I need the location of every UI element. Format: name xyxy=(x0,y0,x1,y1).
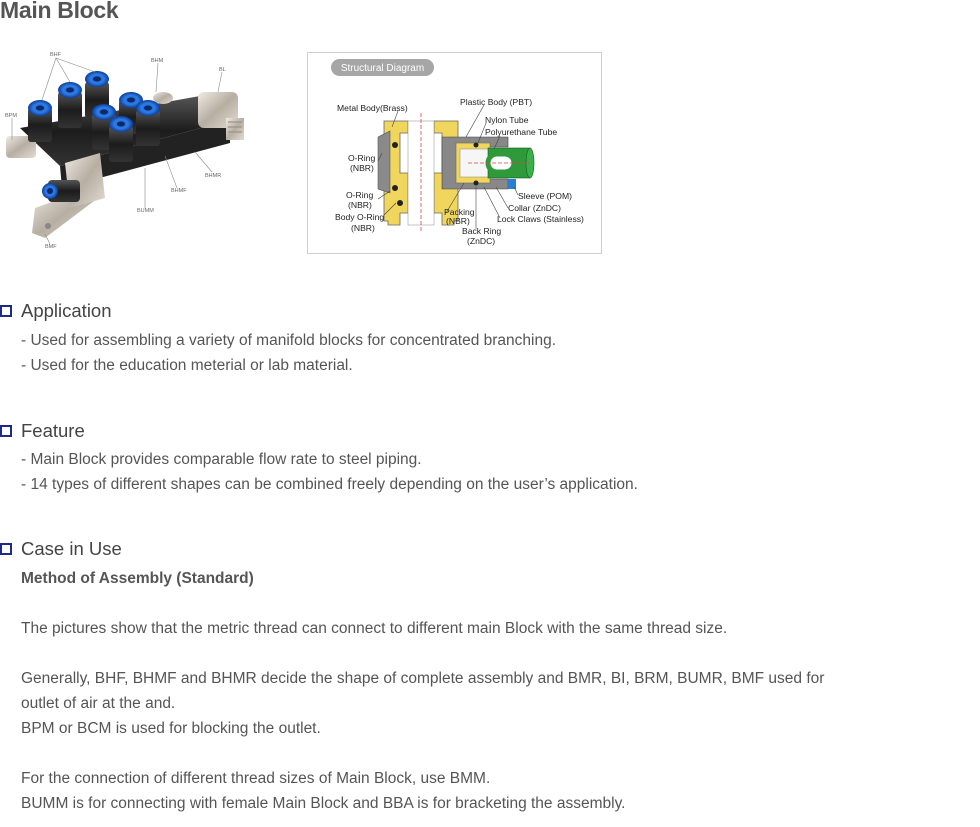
photo-label-bl: BL xyxy=(219,67,226,73)
case-title: Case in Use xyxy=(21,538,122,559)
case-line: For the connection of different thread sizes of Main Block, use BMM. xyxy=(21,770,491,787)
structural-diagram xyxy=(307,52,602,254)
case-line: BUMM is for connecting with female Main Block and BBA is for bracketing the assembly. xyxy=(21,795,626,812)
square-bullet-icon xyxy=(0,543,12,555)
diagram-body-oring-a: Body O-Ring xyxy=(335,212,385,222)
feature-heading xyxy=(0,420,85,442)
feature-line: - 14 types of different shapes can be combined freely depending on the user’s application. xyxy=(21,476,638,493)
diagram-oring1-b: (NBR) xyxy=(350,163,374,173)
product-photo xyxy=(0,48,255,253)
diagram-oring2-a: O-Ring xyxy=(346,190,374,200)
page-title: Main Block xyxy=(0,0,119,23)
diagram-packing-b: (NBR) xyxy=(446,216,470,226)
diagram-back-ring-a: Back Ring xyxy=(462,226,502,236)
case-subtitle: Method of Assembly (Standard) xyxy=(21,570,254,587)
application-line: - Used for the education meterial or lab material. xyxy=(21,357,353,374)
diagram-nylon-tube: Nylon Tube xyxy=(485,115,529,125)
photo-label-bmf: BMF xyxy=(45,244,57,250)
case-line: Generally, BHF, BHMF and BHMR decide the shape of complete assembly and BMR, BI, BRM, BUMR, BMF used for xyxy=(21,670,825,687)
photo-label-bhmr: BHMR xyxy=(205,173,222,179)
diagram-lock-claws: Lock Claws (Stainless) xyxy=(497,214,584,224)
diagram-oring1-a: O-Ring xyxy=(348,153,376,163)
square-bullet-icon xyxy=(0,425,12,437)
application-line: - Used for assembling a variety of manifold blocks for concentrated branching. xyxy=(21,332,557,349)
case-line: The pictures show that the metric thread can connect to different main Block with the same thread size. xyxy=(21,620,728,637)
diagram-body-oring-b: (NBR) xyxy=(351,223,375,233)
diagram-sleeve: Sleeve (POM) xyxy=(518,191,572,201)
feature-title: Feature xyxy=(21,420,85,441)
case-line: outlet of air at the and. xyxy=(21,695,176,712)
diagram-pu-tube: Polyurethane Tube xyxy=(485,127,558,137)
diagram-plastic-body: Plastic Body (PBT) xyxy=(460,97,533,107)
photo-label-bpm: BPM xyxy=(5,113,17,119)
case-line: BPM or BCM is used for blocking the outlet. xyxy=(21,720,321,737)
photo-label-bhmf: BHMF xyxy=(171,188,187,194)
diagram-packing-a: Packing xyxy=(444,207,475,217)
feature-line: - Main Block provides comparable flow rate to steel piping. xyxy=(21,451,422,468)
case-heading xyxy=(0,538,122,560)
photo-label-bhf: BHF xyxy=(50,52,61,58)
square-bullet-icon xyxy=(0,305,12,317)
application-title: Application xyxy=(21,300,112,321)
diagram-oring2-b: (NBR) xyxy=(348,200,372,210)
photo-label-bumm: BUMM xyxy=(137,208,154,214)
application-heading xyxy=(0,300,112,322)
diagram-metal-body: Metal Body(Brass) xyxy=(337,103,408,113)
diagram-collar: Collar (ZnDC) xyxy=(508,203,561,213)
diagram-back-ring-b: (ZnDC) xyxy=(467,236,496,246)
photo-label-bhm: BHM xyxy=(151,58,164,64)
diagram-badge: Structural Diagram xyxy=(340,63,425,74)
